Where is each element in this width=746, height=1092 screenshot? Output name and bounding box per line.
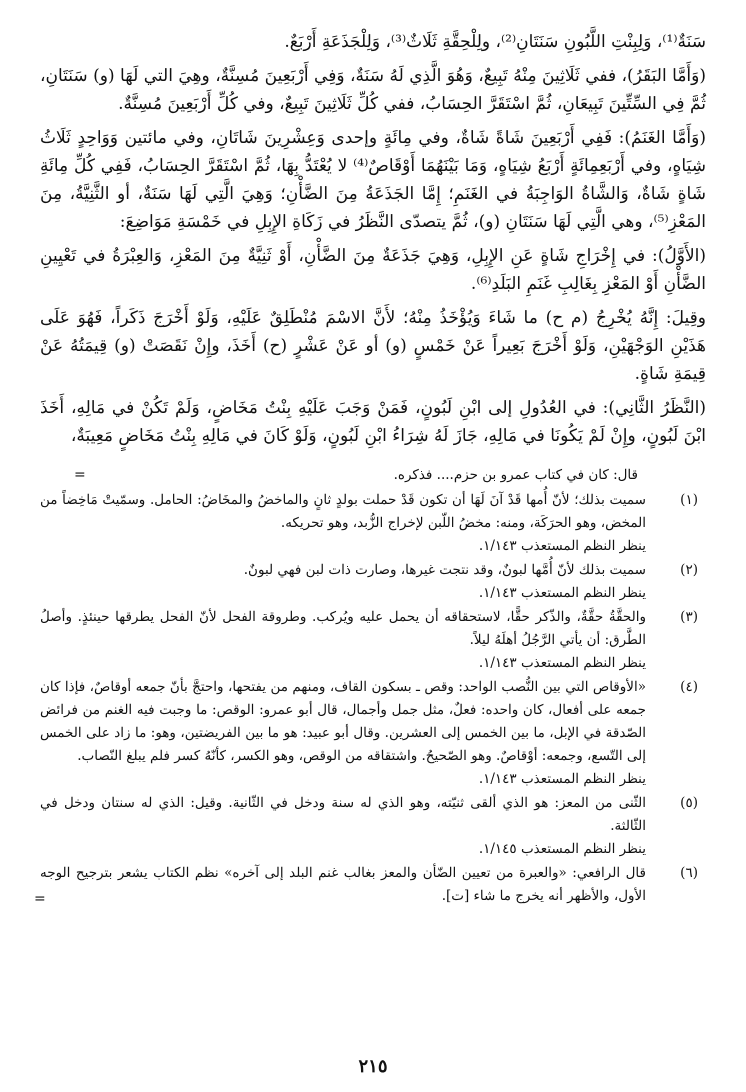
paragraph-second-consideration: (النَّظَرُ الثَّانِي): في العُدُولِ إلى ابْنِ لَبُونٍ، فَمَنْ وَجَبَ عَلَيْهِ بِنْتُ مَخَاضٍ، وَلَمْ تَكُنْ في مَالِهِ، أَخَذَ ابْنَ لَبُونٍ، وإِنْ لَمْ يَكُونَا في مَالِهِ، جَازَ لَهُ شِرَاءُ ابْنِ لَبُونٍ، وَلَوْ كَانَ في مَالِهِ بِنْتُ مَخَاضٍ مَعِيبَةٌ، [40, 398, 706, 446]
main-text [40, 28, 706, 450]
footnote-number: (١) [680, 492, 698, 508]
footnote-number: (٢) [680, 562, 698, 578]
footnote-5 [40, 792, 706, 861]
footnote-number: (٥) [680, 795, 698, 811]
footnotes [34, 464, 706, 908]
footnote-reference: ينظر النظم المستعذب ١/١٤٣. [478, 771, 646, 787]
page-number: ٢١٥ [358, 1056, 388, 1077]
footnote-text: سميت بذلك لأنّ أُمَّها لبونٌ، وقد نتجت غيرها، وصارت ذات لبن فهي لبونٌ. [243, 562, 646, 578]
footnote-2 [40, 559, 706, 605]
footnote-reference: ينظر النظم المستعذب ١/١٤٣. [478, 538, 646, 554]
footnote-6 [34, 862, 706, 908]
footnote-reference: ينظر النظم المستعذب ١/١٤٣. [478, 655, 646, 671]
footnote-text: سميت بذلك؛ لأنّ أُمها قَدْ آنَ لَهَا أن تكون قَدْ حملت بولدٍ ثانٍ والماخضُ والمخَاضُ: الحامل. وسمّيتْ مَاخِضاً من المخض، وهو الحرَكَة، ومنه: مخضُ اللّبن لإخراج الزُّبد، وهو تحريكه. [40, 492, 646, 531]
footnote-text: الثّنى من المعز: هو الذي ألقى ثنيّته، وهو الذي له سنة ودخل في الثّانية. وقيل: الذي له سنتان ودخل في الثّالثة. [40, 795, 646, 834]
footnote-number: (٤) [680, 679, 698, 695]
paragraph-camel-ages: سَنَةٌ⁽¹⁾، وَلِبِنْتِ اللَّبُونِ سَنَتَانِ⁽²⁾، ولِلْحِقَّةِ ثَلَاثٌ⁽³⁾، وَلِلْجَذَعَةِ أَرْبَعٌ. [284, 32, 706, 52]
footnote-intro: قال: كان في كتاب عمرو بن حزم.... فذكره. [393, 467, 638, 483]
footnote-text: «الأوقاص التي بين النُّصب الواحد: وقص ـ بسكون القاف، ومنهم من يفتحها، واحتجَّ بأنّ جمعه أوقاصٌ، فإذا كان جمعه على أفعال، كان واحده: فعلٌ، مثل جمل وأجمال، قال أبو عمرو: الوقص: ما وجبت فيه الغنم من فرائض الصّدقة في الإبل، ما بين الخمس إلى العشرين. وقال أبو عبيد: هو ما بين الفريضتين، وهو: ما زاد على الخمس إلى التّسع، وجمعه: أوْقاصٌ. وهو الصّحيحُ. واشتقاقه من الوقص، وهو الكسر، كأنّهُ كسر فلم يبلغ النّصاب. [40, 679, 646, 764]
footnote-text: قال الرافعي: «والعبرة من تعيين الضّأن والمعز بغالب غنم البلد إلى آخره» نظم الكتاب يشعر بترجيح الوجه الأول، والأظهر أنه يخرج ما شاء [ت]. [40, 865, 646, 904]
continuation-marker-top: = [74, 467, 86, 483]
footnote-1 [40, 489, 706, 558]
footnote-number: (٦) [680, 865, 698, 881]
footnote-4 [40, 676, 706, 791]
paragraph-cattle: (وَأَمَّا البَقَرُ)، ففي ثَلَاثِينَ مِنْهُ تَبِيعٌ، وَهُوَ الَّذِي لَهُ سَنَةٌ، وَفِي أَرْبَعِينَ مُسِنَّةٌ، وهِيَ التي لَهَا (و) سَنَتَانِ، ثُمَّ فِي السِّتِّينَ تَبِيعَانِ، ثُمَّ اسْتَقَرَّ الحِسَابُ، ففي كُلِّ ثَلَاثِينَ تَبِيعٌ، وفي كُلِّ أَرْبَعِينَ مُسِنَّةٌ. [40, 66, 706, 114]
paragraph-said: وقِيلَ: إِنَّهُ يُخْرِجُ (م ح) ما شَاءَ وَيُؤْخَذُ مِنْهُ؛ لأَنَّ الاسْمَ مُنْطَلِقٌ عَلَيْهِ، وَلَوْ أَخْرَجَ ذَكَراً، فَهُوَ عَلَى هَذَيْنِ الوَجْهَيْنِ، وَلَوْ أَخْرَجَ بَعِيراً عَنْ خَمْسٍ (و) أو عَنْ عَشْرٍ (ح) أَخَذَ، وإِنْ نَقَصَتْ (و) قِيمَتُهُ عَنْ قِيمَةِ شَاةٍ. [40, 308, 706, 384]
footnote-reference: ينظر النظم المستعذب ١/١٤٣. [478, 585, 646, 601]
continuation-marker-bottom: = [34, 891, 46, 907]
paragraph-sheep: (وَأَمَّا الغَنَمُ): فَفِي أَرْبَعِينَ شَاةً شَاةٌ، وفي مِائَةٍ وإحدى وَعِشْرِينَ شَاتَانِ، وفي مائتين وَوَاحِدٍ ثَلَاثُ شِيَاهٍ، وفي أَرْبَعِمِائَةٍ أَرْبَعُ شِيَاهٍ، وَمَا بَيْنَهُمَا أَوْقَاصٌ⁽⁴⁾ لا يُعْتَدُّ بِهَا، ثُمَّ اسْتَقَرَّ الحِسَابُ، فَفِي كُلِّ مِائَةِ شَاةٍ شَاةٌ، وَالشَّاةُ الوَاجِبَةُ في الغَنَمِ؛ إِمَّا الجَذَعَةُ مِنَ الضَّأْنِ؛ وَهِيَ الَّتِي لَهَا سَنَةٌ، أو الثَّنِيَّةُ، مِنَ المَعْزِ⁽⁵⁾، وهي الَّتِي لَهَا سَنَتَانِ (و)، ثُمَّ يتصدّى النَّظَرُ في زَكَاةِ الإِبِلِ في خَمْسَةِ مَوَاضِعَ: [40, 128, 706, 232]
footnote-number: (٣) [680, 609, 698, 625]
paragraph-first-consideration: (الأَوَّلُ): في إِخْرَاجِ شَاةٍ عَنِ الإِبِلِ، وَهِيَ جَذَعَةٌ مِنَ الضَّأْنِ، أَوْ ثَنِيَّةٌ مِنَ المَعْزِ، وَالعِبْرَةُ في تَعْيِينِ الضَّأْنِ أَوْ المَعْزِ بِغَالِبِ غَنَمِ البَلَدِ⁽⁶⁾. [40, 246, 706, 294]
footnote-text: والحقَّةُ حقَّةٌ، والذّكر حقًّا، لاستحقاقه أن يحمل عليه ويُركب. وطروقة الفحل لأنّ الفحل يطرقها حينئذٍ. وأصلُ الطَّرق: أن يأتي الرَّجُلُ أهلَهُ ليلاً. [40, 609, 646, 648]
footnote-3 [40, 606, 706, 675]
footnote-reference: ينظر النظم المستعذب ١/١٤٥. [478, 841, 646, 857]
